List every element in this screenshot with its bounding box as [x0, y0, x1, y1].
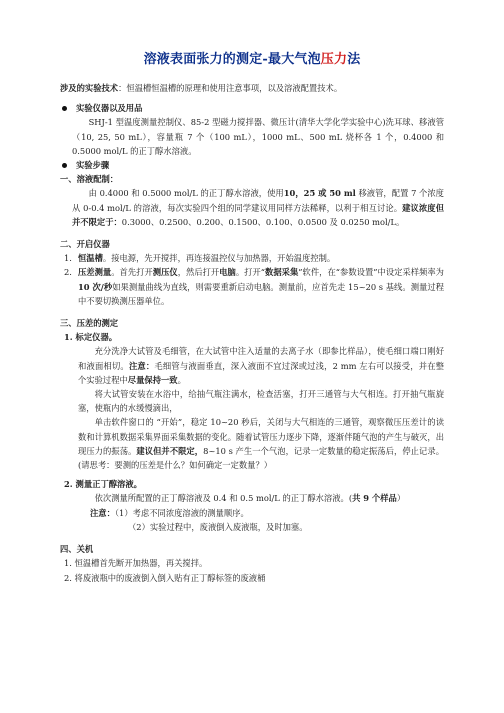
section-4-heading: 四、关机 — [60, 544, 94, 555]
p-bold: 共 9 个样品 — [352, 493, 397, 504]
section-3-paragraph-4 — [60, 491, 444, 505]
note-1 — [60, 506, 444, 520]
p-text: 8~10 s 产生一个气泡，记录一定数量的稳定振荡后，停止记录。(请思考：要测的压差是什么？如何确定一定数量？） — [78, 445, 444, 471]
p-bold: 注意： — [128, 360, 155, 371]
title-main: 溶液表面张力的测定-最大气泡 — [143, 52, 321, 67]
page-title — [60, 48, 444, 67]
item-number: 1. — [64, 253, 72, 264]
title-tail: 法 — [347, 52, 361, 67]
title-red-part: 压力 — [320, 52, 348, 67]
p-text: 毛细管与液面垂直，深入液面不宜过深或过浅，2 mm 左右可以接受，并在整个实验过程中 — [78, 360, 444, 385]
bullet-icon — [62, 163, 67, 168]
section-2-heading: 二、开启仪器 — [60, 239, 110, 250]
item-bold: 数据采集 — [265, 267, 299, 278]
section-3-paragraph-1 — [60, 344, 444, 387]
instruments-heading — [60, 101, 444, 115]
instruments-text: SHJ-1 型温度测量控制仪、85-2 型磁力搅拌器、微压计(清华大学化学实验中心)洗耳球、移液管（10, 25, 50 mL），容量瓶 7 个（100 mL），1000 mL、500 mL 烧杯各 1 个，0.4000 和 0.5000 mol/L 的正丁醇水溶液。 — [72, 117, 444, 156]
lead-paragraph — [60, 81, 444, 95]
p-text: 单击软件窗口的 “开始”，稳定 10~20 秒后，关闭与大气相连的三通管，观察微压压差计的读数和计算机数据采集界面采集数据的变化。随着试管压力逐步下降，逐渐伴随气泡的产生与破灭，出现压力的振荡。 — [78, 417, 444, 456]
item-text: 如果测量曲线为直线，则需要重新启动电脑。测量前，应首先走 15~20 s 基线。测量过程中不要切换测压器单位。 — [78, 281, 444, 306]
section-4-item-1: 1. 恒温槽首先断开加热器，再关搅拌。 — [64, 558, 208, 569]
bullet-icon — [62, 106, 67, 111]
section-1-heading: 一、溶液配制： — [60, 174, 119, 185]
section-3-sub-2: 2. 测量正丁醇溶液。 — [64, 479, 142, 490]
item-number: 2. — [64, 267, 72, 278]
item-text: 。打开“ — [235, 267, 266, 278]
lead-label: 涉及的实验技术 — [60, 83, 119, 93]
p-text: 充分洗净大试管及毛细管，在大试管中注入适量的去离子水（即参比样品），使毛细口端口刚好和液面相切。 — [78, 346, 444, 371]
note-label: 注意： — [90, 507, 115, 518]
steps-heading — [60, 158, 444, 172]
lead-text: ：恒温槽恒温槽的原理和使用注意事项，以及溶液配置技术。 — [118, 83, 343, 93]
p-bold: 建议但并不限定， — [136, 445, 204, 456]
section-3-paragraph-2: 将大试管安装在水浴中，给抽气瓶注满水，检查活塞，打开三通管与大气相连。打开抽气瓶旋塞，使瓶内的水缓慢滴出， — [78, 389, 444, 414]
s1-text-4: 0.3000、0.2500、0.200、0.1500、0.100、0.0500 及 0.0250 mol/L。 — [121, 216, 405, 227]
section-3-sub-1: 1. 标定仪器。 — [64, 332, 118, 343]
p-text: 。 — [177, 374, 186, 385]
s1-text-2: 移液管，配置 7 个浓度从 0-0.4 mol/L 的溶液，每次实验四个组的同学建议用同样方法稀释，以利于相互讨论。 — [72, 188, 444, 213]
item-text: ，然后打开 — [177, 267, 220, 278]
steps-heading-text: 实验步骤 — [76, 160, 110, 171]
item-bold: 测压仪 — [152, 267, 178, 278]
section-3-paragraph-3 — [60, 415, 444, 472]
item-text: 。首先打开 — [111, 267, 153, 278]
section-2-item-1 — [60, 251, 444, 265]
section-3-heading: 三、压差的测定 — [60, 318, 119, 329]
note-2: （2）实验过程中，废液倒入废液瓶，及时加塞。 — [128, 521, 308, 532]
p-text: ） — [396, 493, 406, 504]
item-bold: 10 次/秒 — [78, 281, 113, 292]
instruments-heading-text: 实验仪器以及用品 — [76, 103, 143, 114]
p-text: 依次测量所配置的正丁醇溶液及 0.4 和 0.5 mol/L 的正丁醇水溶液。( — [94, 493, 353, 504]
item-bold: 压差测量 — [78, 267, 112, 278]
item-bold: 恒温槽 — [78, 253, 103, 264]
s1-bold-suggest: 建议浓度但并不限定于： — [72, 202, 444, 227]
s1-bold-volume: 10，25 或 50 ml — [283, 188, 356, 199]
section-2-item-2 — [60, 265, 444, 308]
note-text: （1）考虑不同浓度溶液的测量顺序。 — [114, 507, 249, 518]
section-4-item-2: 2. 将废液瓶中的废液倒入倒入贴有正丁醇标签的废液桶 — [64, 572, 266, 583]
item-text: ”软件，在“参数设置”中设定采样频率为 — [298, 267, 444, 278]
item-bold: 电脑 — [219, 267, 236, 278]
section-1-paragraph — [60, 186, 444, 229]
item-text: 。接电源，先开搅拌，再连接温控仪与加热器，开始温度控制。 — [102, 253, 336, 264]
p-bold: 尽量保持一致 — [127, 374, 178, 385]
s1-text-1: 由 0.4000 和 0.5000 mol/L 的正丁醇水溶液，使用 — [88, 188, 284, 199]
